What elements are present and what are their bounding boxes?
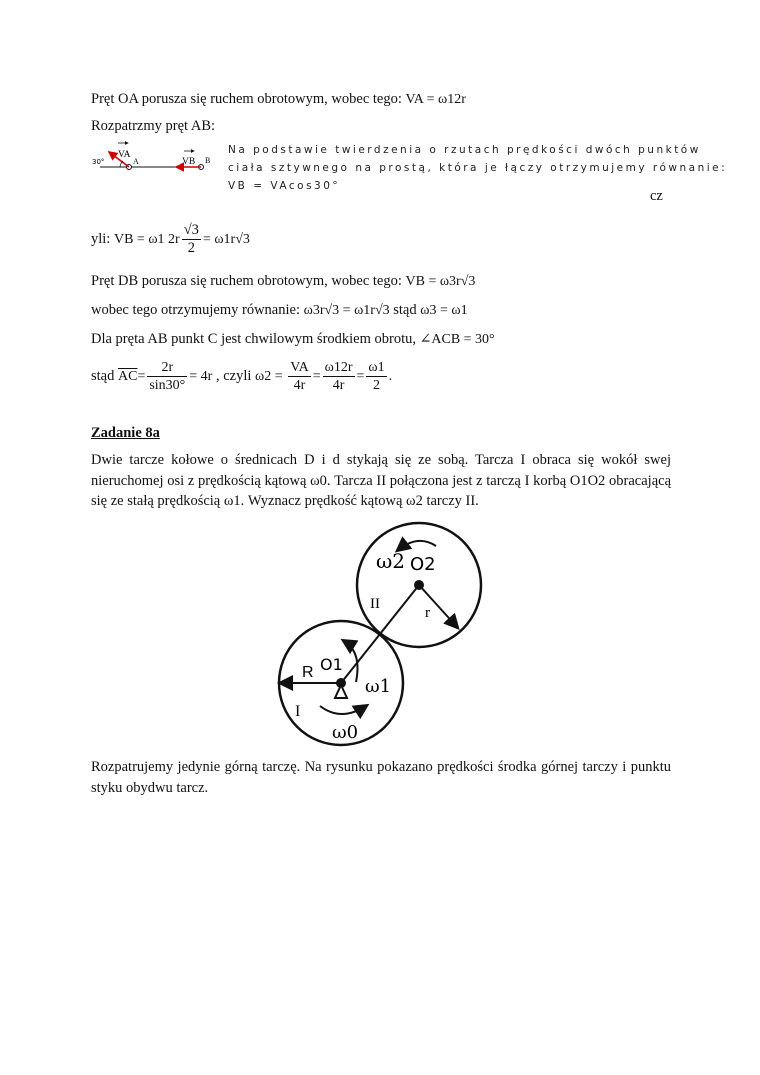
yli-result: = ω1r√3: [202, 231, 250, 247]
solution-intro: Rozpatrujemy jedynie górną tarczę. Na rysunku pokazano prędkości środka górnej tarczy i punktu styku obydwu tarcz.: [91, 759, 671, 796]
angle-label: 30°: [92, 158, 105, 166]
omega2-frac1-den: 4r: [293, 378, 306, 393]
line-instant-center: [91, 331, 495, 348]
ac-fraction-den: sin30°: [149, 378, 186, 393]
omega2-label: ω2 =: [255, 368, 283, 384]
czyli-label: , czyli: [215, 367, 252, 384]
ac-fraction-num: 2r: [147, 359, 187, 377]
o2-label: O2: [410, 554, 436, 575]
radius-R-label: R: [302, 664, 314, 681]
task-heading: Zadanie 8a: [91, 425, 160, 441]
line-ab-intro: Rozpatrzmy pręt AB:: [91, 118, 216, 134]
velocity-projection-figure: [92, 140, 222, 176]
omega2-frac3-den: 2: [373, 378, 381, 393]
omega2-label: ω2: [376, 549, 406, 573]
sqrt3-over-2-fraction: [182, 222, 201, 257]
line-equation: [91, 302, 468, 319]
disk-ii-label: II: [370, 596, 380, 612]
theorem-line-2: ciała sztywnego na prostą, która je łączy otrzymujemy równanie:: [228, 162, 728, 174]
line-vb-result: [91, 222, 250, 257]
pivot-support-icon: [335, 685, 347, 698]
line-equation-text: wobec tego otrzymujemy równanie:: [91, 302, 300, 318]
yli-label: yli:: [91, 230, 111, 247]
a-label: A: [133, 157, 139, 166]
omega0-label: ω0: [332, 722, 359, 743]
vb-label: VB: [182, 157, 196, 167]
stad-label: stąd: [91, 367, 115, 384]
line-instant-center-text: Dla pręta AB punkt C jest chwilowym środkiem obrotu,: [91, 331, 417, 347]
ac-result: = 4r: [189, 368, 213, 384]
omega2-fraction-1: [288, 359, 310, 394]
disk-i-label: I: [295, 703, 301, 720]
omega2-fraction-3: [366, 359, 386, 394]
line-equation-stad: stąd: [393, 302, 417, 318]
omega2-frac1-num: VA: [290, 360, 309, 375]
line-oa: [91, 91, 466, 108]
omega2-frac2-num: ω12r: [324, 360, 353, 375]
angle-acb-formula: ∠ACB = 30°: [419, 332, 495, 347]
omega0-rotation-arrow: [320, 706, 366, 714]
line-equation-formula: ω3r√3 = ω1r√3: [303, 303, 390, 318]
word-fragment-cz: cz: [650, 188, 663, 204]
theorem-equation: VB = VAcos30°: [228, 180, 341, 192]
line-db-text: Pręt DB porusza się ruchem obrotowym, wobec tego:: [91, 273, 402, 289]
o1-label: O1: [320, 655, 343, 674]
line-equation-result: ω3 = ω1: [420, 303, 468, 318]
task-description: Dwie tarcze kołowe o średnicach D i d stykają się ze sobą. Tarcza I obraca się wokół swej nieruchomej osi z prędkością kątową ω0. Tarcza II połączona jest z tarczą I korbą O1O2 obracającą się ze stałą prędkością ω1. Wyznacz prędkość kątową ω2 tarczy II.: [91, 452, 671, 509]
omega2-frac2-den: 4r: [332, 378, 345, 393]
radius-r-label: r: [425, 605, 430, 621]
b-label: B: [205, 156, 211, 165]
crank-o1o2: [341, 585, 419, 683]
two-disks-figure: [270, 520, 490, 752]
ac-fraction: [147, 359, 187, 394]
line-db: [91, 273, 475, 290]
period: .: [388, 368, 393, 384]
line-oa-formula: VA = ω12r: [405, 92, 466, 107]
theorem-line-1: Na podstawie twierdzenia o rzutach prędkości dwóch punktów: [228, 144, 701, 156]
yli-equation: VB = ω1 2r: [113, 231, 180, 247]
fraction-numerator: √3: [183, 222, 199, 238]
center-o2: [414, 580, 424, 590]
omega2-frac3-num: ω1: [368, 360, 385, 375]
va-label: VA: [118, 150, 131, 160]
line-oa-text: Pręt OA porusza się ruchem obrotowym, wobec tego:: [91, 91, 406, 107]
line-ac-omega2: stąd $\overline{AC}=$ $\frac{2r}{\sin 30^\circ}$ = 4r , czyli ω2 = $\frac{VA}{4r}$ = $\frac{\omega 12r}{4r}$ = $\frac{\omega 1}{2}$ .: [91, 360, 393, 393]
ac-segment: $\overline{AC}$: [117, 368, 138, 384]
omega1-label: ω1: [365, 676, 392, 697]
ac-equals: =: [137, 368, 146, 384]
omega2-fraction-2: [323, 359, 355, 394]
line-db-formula: VB = ω3r√3: [405, 274, 476, 289]
fraction-denominator: 2: [187, 240, 195, 256]
